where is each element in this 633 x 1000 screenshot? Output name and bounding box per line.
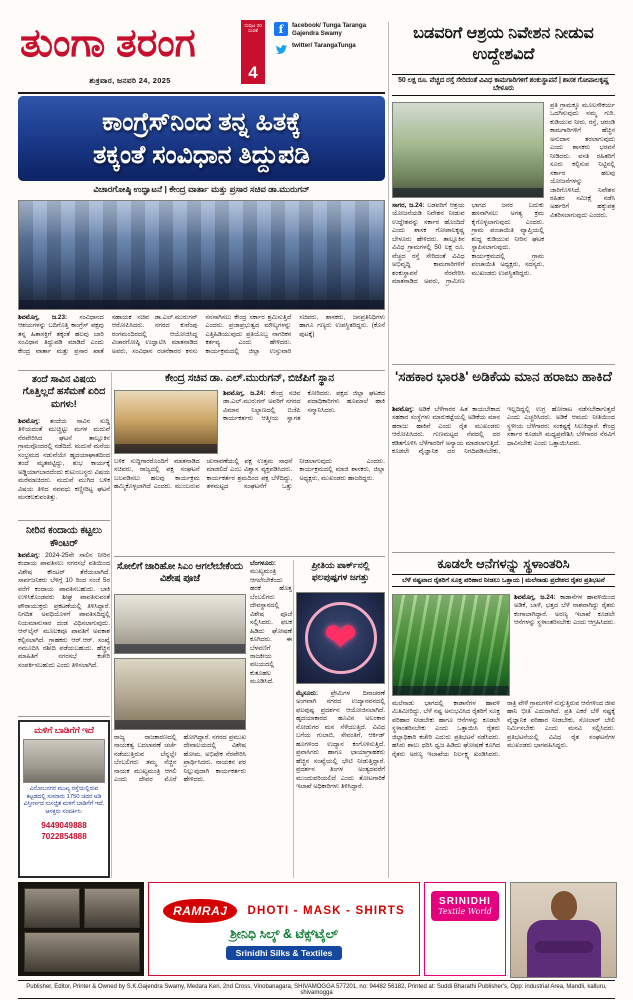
park-dateline: ಮೈಸೂರು: [296,690,319,697]
divider [114,556,385,557]
column-rule [293,560,294,878]
collage-photo [84,888,140,928]
lead-headline-box [18,96,385,181]
store-name-kannada: ಶ್ರೀನಿಧಿ ಸಿಲ್ಕ್ & ಟೆಕ್ಸ್‌ಟೈಲ್ [230,926,338,941]
photo-caption-strip [19,300,384,309]
ad-model-photo [510,882,617,978]
edition-label: ಸಂಪುಟ 20 ಸಂಚಿಕೆ [244,23,262,34]
rental-ad-photo [23,739,105,783]
rental-ad-body: ವಿನೋಬನಗರ ಮುಖ್ಯ ರಸ್ತೆಯಲ್ಲಿರುವ ಕಟ್ಟಡದಲ್ಲಿ ಸುಮಾರು 1750 ಚದರ ಅಡಿ ವಿಸ್ತೀರ್ಣದ ಸುಸಜ್ಜಿತ ಮಳಿಗೆ ಬಾಡಿಗೆಗೆ ಇದೆ. ಆಸಕ್ತರು ಸಂಪರ್ಕಿಸಿ: [23,786,105,816]
topright-headline: ಬಡವರಿಗೆ ಆಶ್ರಯ ನಿವೇಶನ ನೀಡುವ ಉದ್ದೇಶವಿದೆ [413,25,594,63]
store-name-english: Srinidhi Silks & Textiles [226,946,343,960]
photo-caption-strip [393,686,509,695]
photo-caption-strip [393,188,543,197]
collage-photo [24,888,80,928]
photo-caption-strip [115,720,245,729]
ramraj-logo: RAMRAJ [163,899,237,923]
park-story-photo [296,592,385,684]
publisher-imprint: Publisher, Editor, Printer & Owned by S.K.Gajendra Swamy, Medara Keri, 2nd Cross, Vinobanagara, SHIVAMOGGA 577201, no: 94482 56182, Printed at: Suddi Bharathi Publisher's, Opp: industrial Area, Mandli, kalluru, shivamogga [18,980,615,999]
elephant-story-strapline: ಬೆಳೆ ನಷ್ಟವಾದ ರೈತರಿಗೆ ಸೂಕ್ತ ಪರಿಹಾರ ನೀಡಲು ಒತ್ತಾಯ | ಮಲೆನಾಡು ಪ್ರದೇಶದ ರೈತರ ಪ್ರತಿಭಟನೆ [392,574,615,587]
edition-box [241,20,265,84]
elephant-protest-photo [392,594,510,696]
srinidhi-logo-box [431,891,499,921]
twitter-bird-icon [274,42,288,56]
park-story-body: ಮೈಸೂರು: ಪ್ರೇಮಿಗಳ ದಿನಾಚರಣೆ ಅಂಗವಾಗಿ ನಗರದ ಉದ್ಯಾನವನದಲ್ಲಿ ಫಲಪುಷ್ಪ ಪ್ರದರ್ಶನ ಆಯೋಜಿಸಲಾಗಿದೆ. ಹೃದಯಾಕಾರದ ಹೂವಿನ ಅಲಂಕಾರ ನೋಡುಗರ ಮನ ಸೆಳೆಯುತ್ತಿದೆ. ವಿವಿಧ ಬಗೆಯ ಗುಲಾಬಿ, ಸೇವಂತಿಗೆ, ಆರ್ಕಿಡ್ ಹೂಗಳಿಂದ ಉದ್ಯಾನ ಕಂಗೊಳಿಸುತ್ತಿದೆ. ಪ್ರವಾಸಿಗರು ಹಾಗೂ ಛಾಯಾಗ್ರಾಹಕರು ಹೆಚ್ಚಿನ ಸಂಖ್ಯೆಯಲ್ಲಿ ಭೇಟಿ ನೀಡುತ್ತಿದ್ದಾರೆ. ಪ್ರದರ್ಶನ ತಿಂಗಳ ಅಂತ್ಯದವರೆಗೆ ಮುಂದುವರಿಯಲಿದೆ ಎಂದು ತೋಟಗಾರಿಕೆ ಇಲಾಖೆ ಅಧಿಕಾರಿಗಳು ತಿಳಿಸಿದ್ದಾರೆ. [296,690,385,790]
column-rule [388,22,389,878]
masthead-rule [18,92,385,94]
edition-number: 4 [248,63,258,82]
lead-dateline: ಶಿವಮೊಗ್ಗ, ಜ.23: [18,314,68,321]
lead-strapline: ವಿಚಾರಗೋಷ್ಠಿ ಉದ್ಘಾಟನೆ | ಕೇಂದ್ರ ವಾರ್ತಾ ಮತ್ತು ಪ್ರಸಾರ ಸಚಿವ ಡಾ.ಮುರುಗನ್ [93,184,310,194]
lead-headline-line2: ತಕ್ಕಂತೆ ಸಂವಿಧಾನ ತಿದ್ದುಪಡಿ [93,140,310,169]
pooja-story-photo-1 [114,594,246,654]
shop-photo-collage-ad[interactable] [18,882,144,976]
newspaper-title: ತುಂಗಾ ತರಂಗ [20,22,196,65]
lead-story-photo [18,200,385,310]
pooja-story-body: ರಾಜ್ಯ ರಾಜಕಾರಣದಲ್ಲಿ ನಾಯಕತ್ವ ಬದಲಾವಣೆ ಚರ್ಚೆ ನಡೆಯುತ್ತಿರುವ ಬೆನ್ನಲ್ಲೇ ಬೆಂಬಲಿಗರು ತಮ್ಮ ನೆಚ್ಚಿನ ನಾಯಕ ಮುಖ್ಯಮಂತ್ರಿ ಆಗಲಿ ಎಂದು ದೇವರ ಮೊರೆ ಹೋಗಿದ್ದಾರೆ. ನಗರದ ಪ್ರಮುಖ ದೇವಾಲಯದಲ್ಲಿ ವಿಶೇಷ ಹೋಮ, ಅಭಿಷೇಕ ನೆರವೇರಿಸಿ ಪ್ರಾರ್ಥಿಸಿದರು. ನಾಯಕನ ಪರ ನಿಲ್ಲುವುದಾಗಿ ಕಾರ್ಯಕರ್ತರು ಹೇಳಿದರು. [114,734,246,784]
collage-photo [24,932,140,972]
lead-story-body: ಶಿವಮೊಗ್ಗ, ಜ.23: ಸಂವಿಧಾನದ ಆಶಯಗಳನ್ನು ಬದಿಗೊತ್ತಿ ಕಾಂಗ್ರೆಸ್ ಪಕ್ಷವು ತನ್ನ ಹಿತಾಸಕ್ತಿಗೆ ತಕ್ಕಂತೆ ಹಲವು ಬಾರಿ ಸಂವಿಧಾನ ತಿದ್ದುಪಡಿ ಮಾಡಿದೆ ಎಂದು ಕೇಂದ್ರ ವಾರ್ತಾ ಮತ್ತು ಪ್ರಸಾರ ಖಾತೆ ಸಹಾಯಕ ಸಚಿವ ಡಾ.ಎಲ್.ಮುರುಗನ್ ಆರೋಪಿಸಿದರು. ನಗರದ ಕುವೆಂಪು ರಂಗಮಂದಿರದಲ್ಲಿ ಆಯೋಜಿಸಿದ್ದ ವಿಚಾರಗೋಷ್ಠಿ ಉದ್ಘಾಟಿಸಿ ಮಾತನಾಡಿದ ಅವರು, ಸಂವಿಧಾನ ರಚನೆಕಾರರ ಕನಸು ನನಸಾಗಿಸಲು ಕೇಂದ್ರ ಸರ್ಕಾರ ಶ್ರಮಿಸುತ್ತಿದೆ ಎಂದರು. ಪ್ರಜಾಪ್ರಭುತ್ವದ ಮೌಲ್ಯಗಳನ್ನು ಎತ್ತಿಹಿಡಿಯುವುದು ಪ್ರತಿಯೊಬ್ಬ ನಾಗರಿಕನ ಕರ್ತವ್ಯ ಎಂದು ಹೇಳಿದರು. ಕಾರ್ಯಕ್ರಮದಲ್ಲಿ ಜಿಲ್ಲಾ ಉಸ್ತುವಾರಿ ಸಚಿವರು, ಶಾಸಕರು, ಜನಪ್ರತಿನಿಧಿಗಳು ಹಾಗೂ ಗಣ್ಯರು ಉಪಸ್ಥಿತರಿದ್ದರು. (ಕೊನೆ ಪುಟಕ್ಕೆ) [18,314,385,355]
model-arms [535,941,593,953]
widow-dateline: ಶಿವಮೊಗ್ಗ: [18,418,40,425]
ramraj-tagline: DHOTI - MASK - SHIRTS [247,904,405,917]
social-links [274,22,386,56]
sahakara-dateline: ಶಿವಮೊಗ್ಗ: [392,406,414,413]
minister-story-photo [114,390,218,454]
twitter-row[interactable] [274,42,386,56]
topright-strapline: 50 ಲಕ್ಷ ರೂ. ವೆಚ್ಚದ ರಸ್ತೆ ಸೇರಿದಂತೆ ವಿವಿಧ ಕಾಮಗಾರಿಗಳಿಗೆ ಶಂಕುಸ್ಥಾಪನೆ | ಶಾಸಕ ಗೋಪಾಲಕೃಷ್ಣ ಬೇಳೂರು [392,74,615,96]
topright-side-column: ಪ್ರತಿ ಗ್ರಾಮಕ್ಕೂ ಮೂಲಸೌಕರ್ಯ ಒದಗಿಸುವುದು ನಮ್ಮ ಗುರಿ. ಕುಡಿಯುವ ನೀರು, ರಸ್ತೆ, ಚರಂಡಿ ಕಾಮಗಾರಿಗಳಿಗೆ ಹೆಚ್ಚಿನ ಅನುದಾನ ತರಲಾಗುವುದು ಎಂದು ಶಾಸಕರು ಭರವಸೆ ನೀಡಿದರು. ವಸತಿ ರಹಿತರಿಗೆ ಸೂರು ಕಲ್ಪಿಸುವ ನಿಟ್ಟಿನಲ್ಲಿ ಸರ್ಕಾರ ಹಲವು ಯೋಜನೆಗಳನ್ನು ಜಾರಿಗೊಳಿಸಿದೆ. ನಿವೇಶನ ರಹಿತರ ಸಮೀಕ್ಷೆ ನಡೆಸಿ ಅರ್ಹರಿಗೆ ಹಕ್ಕುಪತ್ರ ವಿತರಿಸಲಾಗುವುದು ಎಂದರು. [550,102,615,219]
photo-caption-strip [115,644,245,653]
srinidhi-textile-ad[interactable] [424,882,506,976]
water-story-headline: ನೀರಿನ ಕಂದಾಯ ಕಟ್ಟಲು ಕೌಂಟರ್ [26,525,102,549]
divider [392,552,615,553]
elephant-dateline: ಶಿವಮೊಗ್ಗ, ಜ.24: [514,594,556,601]
rental-ad[interactable] [18,720,110,878]
minister-story-headline: ಕೇಂದ್ರ ಸಚಿವ ಡಾ. ಎಲ್.ಮುರುಗನ್, ಬಿಜೆಪಿಗೆ ಸ್ಥಾನ [164,373,335,384]
topright-body: ಸಾಗರ, ಜ.24: ಬಡವರಿಗೆ ಆಶ್ರಯ ಯೋಜನೆಯಡಿ ನಿವೇಶನ ನೀಡುವ ಉದ್ದೇಶವನ್ನು ಸರ್ಕಾರ ಹೊಂದಿದೆ ಎಂದು ಶಾಸಕ ಗೋಪಾಲಕೃಷ್ಣ ಬೇಳೂರು ಹೇಳಿದರು. ತಾಲ್ಲೂಕಿನ ವಿವಿಧ ಗ್ರಾಮಗಳಲ್ಲಿ 50 ಲಕ್ಷ ರೂ. ವೆಚ್ಚದ ರಸ್ತೆ ಸೇರಿದಂತೆ ವಿವಿಧ ಅಭಿವೃದ್ಧಿ ಕಾಮಗಾರಿಗಳಿಗೆ ಶಂಕುಸ್ಥಾಪನೆ ನೆರವೇರಿಸಿ ಮಾತನಾಡಿದ ಅವರು, ಗ್ರಾಮೀಣ ಭಾಗದ ಜನರ ಬದುಕು ಹಸನಾಗಿಸಲು ಅಗತ್ಯ ಕ್ರಮ ಕೈಗೊಳ್ಳಲಾಗುವುದು ಎಂದರು. ಗ್ರಾಮ ಪಂಚಾಯಿತಿ ವ್ಯಾಪ್ತಿಯಲ್ಲಿ ಶುದ್ಧ ಕುಡಿಯುವ ನೀರಿನ ಘಟಕ ಸ್ಥಾಪಿಸಲಾಗುವುದು. ಕಾರ್ಯಕ್ರಮದಲ್ಲಿ ಗ್ರಾಮ ಪಂಚಾಯಿತಿ ಅಧ್ಯಕ್ಷರು, ಸದಸ್ಯರು, ಮುಖಂಡರು ಉಪಸ್ಥಿತರಿದ್ದರು. [392,202,544,286]
minister-dateline: ಶಿವಮೊಗ್ಗ, ಜ.24: [223,390,266,397]
elephant-story-body: ಮಲೆನಾಡು ಭಾಗದಲ್ಲಿ ಕಾಡಾನೆಗಳ ಹಾವಳಿ ಮಿತಿಮೀರಿದ್ದು, ಬೆಳೆ ನಷ್ಟ ಅನುಭವಿಸಿದ ರೈತರಿಗೆ ಸೂಕ್ತ ಪರಿಹಾರ ನೀಡಬೇಕು ಹಾಗೂ ಆನೆಗಳನ್ನು ಕೂಡಲೇ ಸ್ಥಳಾಂತರಿಸಬೇಕು ಎಂದು ಒತ್ತಾಯಿಸಿ ರೈತರು ಜಿಲ್ಲಾಧಿಕಾರಿ ಕಚೇರಿ ಎದುರು ಪ್ರತಿಭಟನೆ ನಡೆಸಿದರು. ಹಸಿರು ಶಾಲು ಧರಿಸಿ ಧ್ವಜ ಹಿಡಿದು ಘೋಷಣೆ ಕೂಗಿದ ರೈತರು ಅರಣ್ಯ ಇಲಾಖೆಯ ನಿರ್ಲಕ್ಷ್ಯ ಖಂಡಿಸಿದರು. ರಾತ್ರಿ ವೇಳೆ ಗ್ರಾಮಗಳಿಗೆ ನುಗ್ಗುತ್ತಿರುವ ಆನೆಗಳಿಂದ ಜೀವ ಹಾನಿ ಭೀತಿ ಎದುರಾಗಿದೆ. ಪ್ರತಿ ಎಕರೆ ಬೆಳೆ ನಷ್ಟಕ್ಕೆ ವೈಜ್ಞಾನಿಕ ಪರಿಹಾರ ನೀಡಬೇಕು, ಸೋಲಾರ್ ಬೇಲಿ ನಿರ್ಮಿಸಬೇಕು ಎಂದು ಮನವಿ ಸಲ್ಲಿಸಿದರು. ಪ್ರತಿಭಟನೆಯಲ್ಲಿ ವಿವಿಧ ರೈತ ಸಂಘಟನೆಗಳ ಮುಖಂಡರು ಭಾಗವಹಿಸಿದ್ದರು. [392,700,615,758]
rental-phone-1[interactable]: 9449049888 [41,820,87,830]
masthead-date: ಶುಕ್ರವಾರ, ಜನವರಿ 24, 2025 [89,76,171,85]
lead-headline-line1: ಕಾಂಗ್ರೆಸ್‌ನಿಂದ ತನ್ನ ಹಿತಕ್ಕೆ [102,108,301,136]
pooja-story-side: ಬೆಂಗಳೂರು: ಮುಖ್ಯಮಂತ್ರಿ ಆಗಲೇಬೇಕೆಂದು ಹರಕೆ ಹೊತ್ತ ಬೆಂಬಲಿಗರು ದೇವಸ್ಥಾನದಲ್ಲಿ ವಿಶೇಷ ಪೂಜೆ ಸಲ್ಲಿಸಿದರು. ಫಲಕ ಹಿಡಿದು ಘೋಷಣೆ ಕೂಗಿದರು. ಈ ಬೆಳವಣಿಗೆ ರಾಜಕೀಯ ವಲಯದಲ್ಲಿ ಕುತೂಹಲ ಮೂಡಿಸಿದೆ. [250,560,292,686]
model-head [551,891,577,921]
sahakara-story-headline: 'ಸಹಕಾರ ಭಾರತಿ' ಅಡಿಕೆಯ ಮಾನ ಹರಾಜು ಹಾಕಿದೆ [395,369,612,384]
facebook-prefix: facebook/ [292,22,321,29]
heart-icon: ❤ [323,616,358,660]
srinidhi-subtitle: Textile World [438,907,492,916]
photo-caption-strip [115,444,217,453]
column-rule [111,372,112,878]
topright-dateline: ಸಾಗರ, ಜ.24: [392,202,425,209]
twitter-handle[interactable]: twitter/ TarangaTunga [292,41,356,49]
minister-story-side: ಶಿವಮೊಗ್ಗ, ಜ.24: ಕೇಂದ್ರ ಸಚಿವ ಡಾ.ಎಲ್.ಮುರುಗನ್ ಅವರಿಗೆ ನಗರದ ವಿಮಾನ ನಿಲ್ದಾಣದಲ್ಲಿ ಬಿಜೆಪಿ ಕಾರ್ಯಕರ್ತರು ಆತ್ಮೀಯ ಸ್ವಾಗತ ಕೋರಿದರು. ಪಕ್ಷದ ಜಿಲ್ಲಾ ಘಟಕದ ಪದಾಧಿಕಾರಿಗಳು ಹೂಮಾಲೆ ಹಾಕಿ ಸನ್ಮಾನಿಸಿದರು. [223,390,385,423]
ramraj-textile-ad[interactable] [148,882,420,976]
park-story-headline: ಪ್ರೀತಿಯ ಪಾರ್ಕ್‌ನಲ್ಲಿ ಫಲಪುಷ್ಪಗಳ ಜಗತ್ತು [311,560,370,582]
elephant-story-side: ಶಿವಮೊಗ್ಗ, ಜ.24: ಕಾಡಾನೆಗಳ ಹಾವಳಿಯಿಂದ ಅಡಿಕೆ, ಬಾಳೆ, ಭತ್ತದ ಬೆಳೆ ನಾಶವಾಗಿದ್ದು ರೈತರು ಕಂಗಾಲಾಗಿದ್ದಾರೆ. ಅರಣ್ಯ ಇಲಾಖೆ ಕೂಡಲೇ ಆನೆಗಳನ್ನು ಸ್ಥಳಾಂತರಿಸಬೇಕು ಎಂದು ಆಗ್ರಹಿಸಿದರು. [514,594,615,627]
divider [392,364,615,365]
sahakara-story-body: ಶಿವಮೊಗ್ಗ: ಅಡಿಕೆ ಬೆಳೆಗಾರರ ಹಿತ ಕಾಯಬೇಕಾದ ಸಹಕಾರ ಸಂಸ್ಥೆಗಳು ಮಾರುಕಟ್ಟೆಯಲ್ಲಿ ಅಡಿಕೆಯ ಮಾನ ಹರಾಜು ಹಾಕಿವೆ ಎಂದು ರೈತ ಮುಖಂಡರು ಆರೋಪಿಸಿದರು. ಗುಣಮಟ್ಟದ ನೆಪದಲ್ಲಿ ದರ ಕಡಿತಗೊಳಿಸಿ ಬೆಳೆಗಾರರಿಗೆ ಅನ್ಯಾಯ ಮಾಡಲಾಗುತ್ತಿದೆ. ಕೂಡಲೇ ವೈಜ್ಞಾನಿಕ ದರ ನಿಗದಿಪಡಿಸಬೇಕು, ಇಲ್ಲದಿದ್ದಲ್ಲಿ ಉಗ್ರ ಹೋರಾಟ ನಡೆಸಬೇಕಾಗುತ್ತದೆ ಎಂದು ಎಚ್ಚರಿಸಿದರು. ಅಡಿಕೆ ಆಮದು ನೀತಿಯಿಂದ ಸ್ಥಳೀಯ ಬೆಳೆಗಾರರು ಸಂಕಷ್ಟಕ್ಕೆ ಸಿಲುಕಿದ್ದಾರೆ. ಕೇಂದ್ರ ಸರ್ಕಾರ ಕೂಡಲೇ ಮಧ್ಯಪ್ರವೇಶಿಸಿ ಬೆಳೆಗಾರರ ನೆರವಿಗೆ ಧಾವಿಸಬೇಕು ಎಂದು ಒತ್ತಾಯಿಸಿದರು. [392,406,615,456]
widow-story-body: ಶಿವಮೊಗ್ಗ: ತಂದೆಯ ಸಾವಿನ ಸುದ್ದಿ ತಿಳಿಯದಂತೆ ಮುಚ್ಚಿಟ್ಟು ಮಗಳ ಮದುವೆ ನೆರವೇರಿಸಿದ ಘಟನೆ ತಾಲ್ಲೂಕಿನ ಗ್ರಾಮವೊಂದರಲ್ಲಿ ನಡೆದಿದೆ. ಮದುವೆ ಮನೆಯ ಸಂಭ್ರಮದ ನಡುವೆಯೇ ಹೃದಯಾಘಾತದಿಂದ ತಂದೆ ಮೃತಪಟ್ಟಿದ್ದು, ಶುಭ ಕಾರ್ಯಕ್ಕೆ ಅಡ್ಡಿಯಾಗಬಾರದೆಂದು ಕುಟುಂಬಸ್ಥರು ವಿಷಯ ಮರೆಮಾಚಿದರು. ಮದುವೆ ಮುಗಿದ ಬಳಿಕ ವಿಷಯ ತಿಳಿದ ನವವಧು ಕಣ್ಣೀರಿಟ್ಟ ಘಟನೆ ಮನಕಲಕುವಂತಿತ್ತು. [18,418,110,502]
facebook-row[interactable] [274,22,386,38]
pooja-story-headline: ಸೋಲಿಗೆ ಜಾರಿಹೋ ಸಿಎಂ ಆಗಲೇಬೇಕೆಂದು ವಿಶೇಷ ಪೂಜೆ [116,560,244,584]
rental-ad-title: ಮಳಿಗೆ ಬಾಡಿಗೆಗೆ ಇದೆ [34,725,94,735]
topright-photo [392,102,544,198]
water-story-body: ಶಿವಮೊಗ್ಗ: 2024-25ನೇ ಸಾಲಿನ ನೀರಿನ ಕಂದಾಯ ಪಾವತಿಸಲು ನಗರಸಭೆ ವತಿಯಿಂದ ವಿಶೇಷ ಕೌಂಟರ್ ತೆರೆಯಲಾಗಿದೆ. ಸಾರ್ವಜನಿಕರು ಬೆಳಿಗ್ಗೆ 10 ರಿಂದ ಸಂಜೆ 5ರ ವರೆಗೆ ಕಂದಾಯ ಪಾವತಿಸಬಹುದು. ಬಾಕಿ ಉಳಿಸಿಕೊಂಡವರು ಶೀಘ್ರ ಪಾವತಿಸುವಂತೆ ಪೌರಾಯುಕ್ತರು ಪ್ರಕಟಣೆಯಲ್ಲಿ ತಿಳಿಸಿದ್ದಾರೆ. ನಿಗದಿತ ಅವಧಿಯೊಳಗೆ ಪಾವತಿಸದಿದ್ದಲ್ಲಿ ನಿಯಮಾನುಸಾರ ದಂಡ ವಿಧಿಸಲಾಗುವುದು. ಆನ್‌ಲೈನ್ ಮೂಲಕವೂ ಪಾವತಿಗೆ ಅವಕಾಶ ಕಲ್ಪಿಸಲಾಗಿದೆ. ಗ್ರಾಹಕರು ಆರ್.ಆರ್. ಸಂಖ್ಯೆ ನಮೂದಿಸಿ ರಶೀದಿ ಪಡೆಯಬಹುದು. ಹೆಚ್ಚಿನ ಮಾಹಿತಿಗೆ ನಗರಸಭೆ ಕಚೇರಿ ಸಂಪರ್ಕಿಸಬಹುದು ಎಂದು ತಿಳಿಸಲಾಗಿದೆ. [18,552,110,669]
divider [18,716,110,717]
rental-phone-2[interactable]: 7022854888 [41,831,87,841]
masthead [18,20,385,92]
facebook-name[interactable]: Tunga Taranga Gajendra Swamy [292,22,367,37]
divider [18,520,110,521]
flower-heart-arrangement [305,602,377,674]
pooja-dateline: ಬೆಂಗಳೂರು: [250,560,276,567]
srinidhi-brand: SRINIDHI [439,896,491,907]
water-dateline: ಶಿವಮೊಗ್ಗ: [18,552,40,559]
pooja-story-photo-2 [114,658,246,730]
minister-story-body: ಬಳಿಕ ಸುದ್ದಿಗಾರರೊಂದಿಗೆ ಮಾತನಾಡಿದ ಸಚಿವರು, ರಾಜ್ಯದಲ್ಲಿ ಪಕ್ಷ ಸಂಘಟನೆ ಬಲಪಡಿಸಲು ಹಲವು ಕಾರ್ಯಕ್ರಮ ಹಮ್ಮಿಕೊಳ್ಳಲಾಗಿದೆ ಎಂದರು. ಮುಂಬರುವ ಚುನಾವಣೆಯಲ್ಲಿ ಪಕ್ಷ ಉತ್ತಮ ಸಾಧನೆ ಮಾಡಲಿದೆ ಎಂಬ ವಿಶ್ವಾಸ ವ್ಯಕ್ತಪಡಿಸಿದರು. ಕಾರ್ಯಕರ್ತರ ಶ್ರಮದಿಂದ ಪಕ್ಷ ಬೆಳೆದಿದ್ದು, ತಳಮಟ್ಟದ ಸಂಘಟನೆಗೆ ಒತ್ತು ನೀಡಲಾಗುವುದು ಎಂದರು. ಕಾರ್ಯಕ್ರಮದಲ್ಲಿ ಮಾಜಿ ಶಾಸಕರು, ಜಿಲ್ಲಾ ಅಧ್ಯಕ್ಷರು, ಮುಖಂಡರು ಹಾಜರಿದ್ದರು. [114,458,385,491]
widow-story-headline: ತಂದೆ ಸಾವಿನ ವಿಷಯ ಗೊತ್ತಿಲ್ಲದೆ ಹಸೆಮಣೆ ಏರಿದ ಮಗಳು! [22,374,106,410]
elephant-story-headline: ಕೂಡಲೇ ಆನೆಗಳನ್ನು ಸ್ಥಳಾಂತರಿಸಿ [437,556,570,571]
facebook-icon[interactable]: f [274,22,288,36]
divider [18,370,385,371]
